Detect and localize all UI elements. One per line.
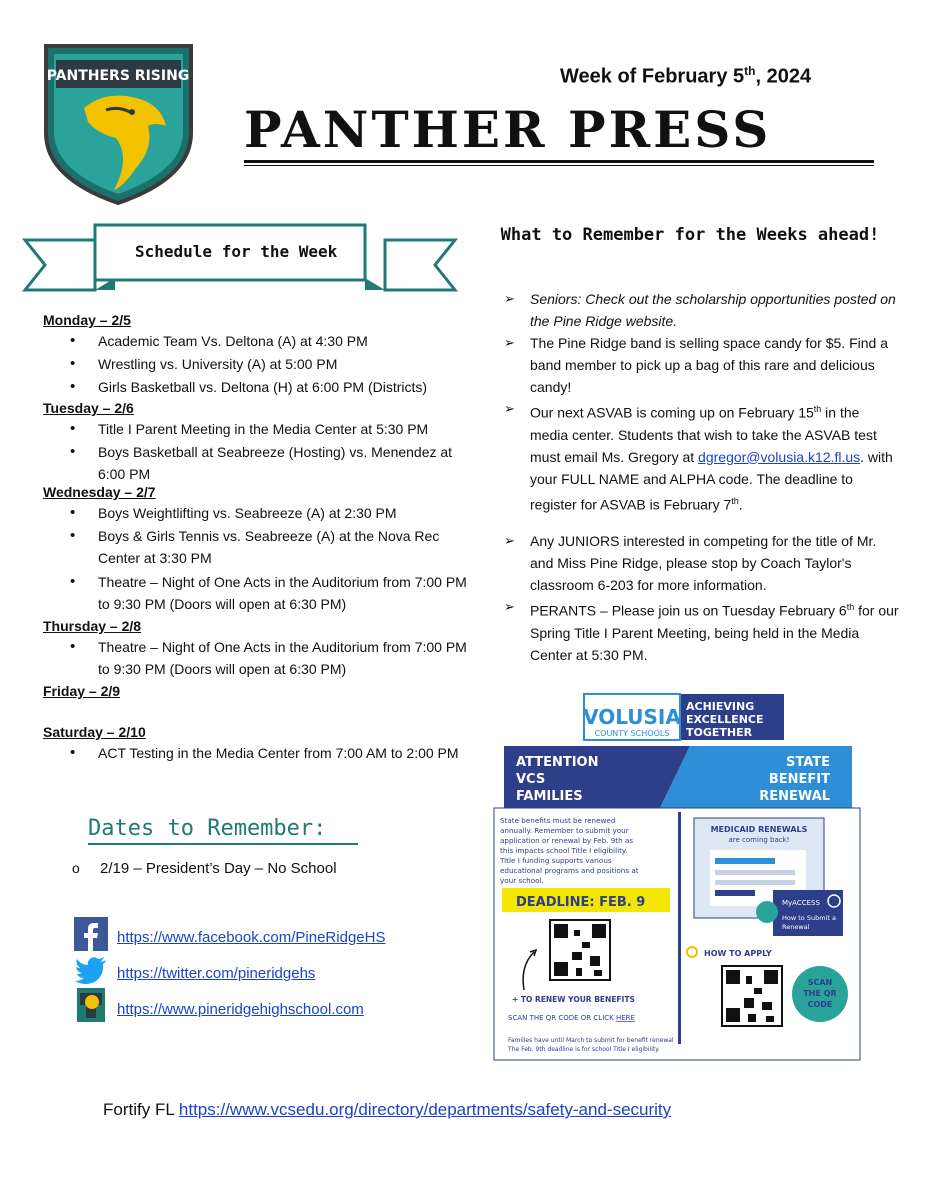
qr-code-right[interactable]	[722, 966, 782, 1026]
day-heading: Tuesday – 2/6	[43, 400, 134, 416]
schedule-event: • ACT Testing in the Media Center from 7:00 AM to 2:00 PM	[98, 742, 468, 764]
state-line: RENEWAL	[759, 789, 830, 804]
reminder-asvab: ➢ Our next ASVAB is coming up on February 15th in the media center. Students that wish to take the ASVAB test must email Ms. Gregory at dgregor@volusia.k12.fl.us. with your FULL NAME and ALPHA code. The deadline to register for ASVAB is February 7th.	[530, 398, 900, 515]
schedule-event: • Boys & Girls Tennis vs. Seabreeze (A) at the Nova Rec Center at 3:30 PM	[98, 525, 468, 569]
submit-line: How to Submit a	[782, 914, 836, 922]
flyer-body-line: application or renewal by Feb. 9th as	[500, 836, 634, 845]
deadline-label: DEADLINE: FEB. 9	[516, 895, 646, 910]
flyer-body-line: your school.	[500, 876, 544, 885]
logo-text: PANTHERS RISING	[46, 68, 190, 84]
how-to-apply-label: HOW TO APPLY	[704, 949, 772, 958]
schedule-event: • Academic Team Vs. Deltona (A) at 4:30 PM	[98, 330, 468, 352]
school-crest-logo	[36, 38, 201, 208]
renew-benefits-text: + TO RENEW YOUR BENEFITS	[512, 995, 635, 1004]
flyer-body-line: Title I funding supports various	[500, 856, 612, 865]
website-link[interactable]: https://www.pineridgehighschool.com	[117, 1001, 364, 1018]
submit-line: Renewal	[782, 923, 810, 931]
state-line: STATE	[785, 755, 830, 770]
schedule-event: • Wrestling vs. University (A) at 5:00 PM	[98, 353, 468, 375]
flyer-body-line: annually. Remember to submit your	[500, 826, 629, 835]
dates-heading: Dates to Remember:	[88, 816, 327, 841]
reminder-seniors: ➢ Seniors: Check out the scholarship opportunities posted on the Pine Ridge website.	[530, 288, 900, 332]
asvab-email-link[interactable]: dgregor@volusia.k12.fl.us	[698, 448, 861, 465]
attention-line: ATTENTION	[516, 755, 599, 770]
masthead-rule-thin	[244, 165, 874, 166]
reminder-candy: ➢ The Pine Ridge band is selling space candy for $5. Find a band member to pick up a bag of this rare and delicious candy!	[530, 332, 900, 398]
school-logo-icon[interactable]	[74, 985, 108, 1025]
attention-line: FAMILIES	[516, 789, 583, 804]
day-heading: Wednesday – 2/7	[43, 484, 156, 500]
twitter-icon[interactable]	[74, 953, 108, 987]
attention-line: VCS	[516, 772, 546, 787]
issue-date: Week of February 5th, 2024	[560, 64, 812, 88]
flyer-footnote: The Feb. 9th deadline is for school Title I eligibility.	[508, 1046, 660, 1053]
dates-bullet: o	[72, 860, 80, 876]
day-heading: Friday – 2/9	[43, 683, 121, 699]
facebook-link[interactable]: https://www.facebook.com/PineRidgeHS	[117, 929, 386, 946]
masthead-rule	[244, 160, 874, 163]
myaccess-label: MyACCESS	[782, 899, 820, 907]
medicaid-subtitle: are coming back!	[728, 836, 790, 844]
reminder-parents: ➢ PERANTS – Please join us on Tuesday February 6th for our Spring Title I Parent Meeting, being held in the Media Center at 5:30 PM.	[530, 596, 900, 666]
date-item: 2/19 – President’s Day – No School	[100, 860, 337, 877]
state-line: BENEFIT	[768, 772, 830, 787]
scan-badge-line: CODE	[807, 1000, 833, 1009]
schedule-event: • Boys Basketball at Seabreeze (Hosting) vs. Menendez at 6:00 PM	[98, 441, 468, 485]
flyer-body-line: State benefits must be renewed	[500, 816, 616, 825]
scan-badge-line: THE QR	[803, 989, 837, 998]
benefit-renewal-flyer	[490, 690, 864, 1065]
qr-code-left[interactable]	[550, 920, 610, 980]
medicaid-title: MEDICAID RENEWALS	[710, 825, 808, 834]
schedule-event: • Title I Parent Meeting in the Media Center at 5:30 PM	[98, 418, 468, 440]
schedule-event: • Theatre – Night of One Acts in the Auditorium from 7:00 PM to 9:30 PM (Doors will open at 6:30 PM)	[98, 571, 468, 615]
tagline-line: TOGETHER	[686, 726, 753, 739]
facebook-icon[interactable]	[74, 917, 108, 951]
schedule-event: • Theatre – Night of One Acts in the Auditorium from 7:00 PM to 9:30 PM (Doors will open at 6:30 PM)	[98, 636, 468, 680]
schedule-event: • Boys Weightlifting vs. Seabreeze (A) at 2:30 PM	[98, 502, 468, 524]
fortify-link[interactable]: https://www.vcsedu.org/directory/departments/safety-and-security	[178, 1100, 672, 1119]
tagline-line: EXCELLENCE	[686, 713, 764, 726]
county-schools-text: COUNTY SCHOOLS	[594, 729, 670, 738]
flyer-body-line: this impacts school Title I eligibility.	[500, 846, 628, 855]
day-heading: Monday – 2/5	[43, 312, 131, 328]
twitter-link[interactable]: https://twitter.com/pineridgehs	[117, 965, 316, 982]
day-heading: Thursday – 2/8	[43, 618, 142, 634]
schedule-event: • Girls Basketball vs. Deltona (H) at 6:00 PM (Districts)	[98, 376, 468, 398]
scan-badge-line: SCAN	[807, 978, 833, 987]
day-heading: Saturday – 2/10	[43, 724, 146, 740]
reminders-heading: What to Remember for the Weeks ahead!	[500, 225, 880, 245]
tagline-line: ACHIEVING	[686, 700, 755, 713]
flyer-footnote: Families have until March to submit for benefit renewal	[508, 1037, 674, 1044]
dates-heading-underline	[88, 843, 358, 845]
reminder-juniors: ➢ Any JUNIORS interested in competing for the title of Mr. and Miss Pine Ridge, please stop by Coach Taylor's classroom 6-203 for more information.	[530, 530, 900, 596]
scan-instruction: SCAN THE QR CODE OR CLICK HERE	[508, 1014, 635, 1022]
flyer-body-line: educational programs and positions at	[500, 866, 639, 875]
volusia-wordmark: VOLUSIA	[583, 705, 681, 729]
schedule-heading: Schedule for the Week	[135, 242, 338, 261]
newsletter-title: PANTHER PRESS	[244, 100, 772, 159]
fortify-line: Fortify FL https://www.vcsedu.org/directory/departments/safety-and-security	[103, 1100, 672, 1119]
